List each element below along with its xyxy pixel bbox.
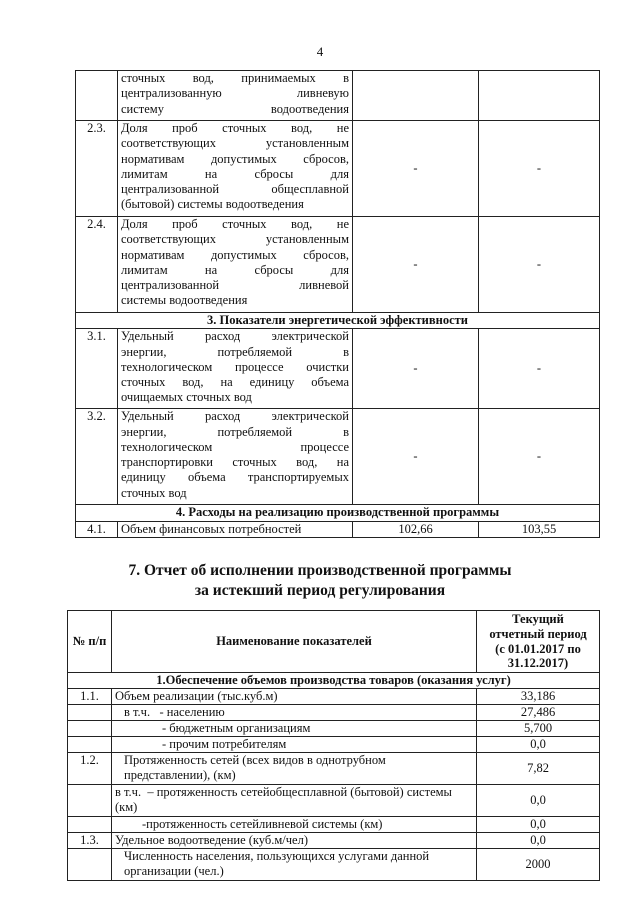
row-name-line: единицу объема транспортируемых — [121, 470, 349, 485]
section-1-title: 1.Обеспечение объемов производства товаров (оказания услуг) — [68, 673, 600, 689]
row-name-line: очищаемых сточных вод — [121, 390, 252, 405]
row-name-line: Доля проб сточных вод, не — [121, 121, 349, 135]
row-number — [68, 817, 112, 833]
row-name-line: транспортировки сточных вод, на — [121, 455, 349, 470]
row-name-line: энергии, потребляемой в — [121, 344, 349, 359]
table-row — [76, 121, 600, 217]
page-number: 4 — [316, 44, 324, 59]
table-row — [68, 689, 600, 705]
row-name-line: систему водоотведения — [121, 101, 349, 116]
row-number — [76, 71, 118, 121]
row-name-line: Доля проб сточных вод, не — [121, 217, 349, 231]
row-number: 3.1. — [76, 329, 118, 409]
row-number — [68, 721, 112, 737]
value-2017: 103,55 — [479, 521, 600, 537]
table-row — [68, 849, 600, 881]
row-name — [118, 71, 353, 121]
row-name-line: централизованной ливневой — [121, 278, 349, 293]
row-name-line: соответствующих установленным — [121, 232, 349, 247]
row-name-line: Удельный расход электрической — [121, 329, 349, 344]
report-title-line-2: за истекший период регулирования — [194, 582, 446, 599]
row-number: 3.2. — [76, 409, 118, 505]
row-value: 2000 — [477, 849, 600, 881]
row-name-line: централизованную ливневую — [121, 86, 349, 101]
row-number: 2.4. — [76, 217, 118, 313]
section-header-row — [76, 313, 600, 329]
table-row — [68, 737, 600, 753]
row-name-line: нормативам допустимых сбросов, — [121, 151, 349, 166]
table-row — [76, 329, 600, 409]
row-number: 1.3. — [68, 833, 112, 849]
value-2016: - — [353, 121, 479, 217]
row-value: 0,0 — [477, 785, 600, 817]
table-row — [76, 217, 600, 313]
row-name — [118, 217, 353, 313]
row-name: -протяженность сетейливневой системы (км) — [112, 817, 477, 833]
table-row — [76, 409, 600, 505]
header-period — [477, 611, 600, 673]
row-name: - прочим потребителям — [112, 737, 477, 753]
row-number — [68, 785, 112, 817]
row-number — [68, 705, 112, 721]
row-name-line: сточных вод, на единицу объема — [121, 375, 349, 390]
header-period-line: отчетный период — [489, 626, 587, 641]
header-row — [68, 611, 600, 673]
row-number: 1.1. — [68, 689, 112, 705]
indicators-table-continued — [75, 70, 600, 538]
section-3-title: 3. Показатели энергетической эффективности — [76, 313, 600, 329]
row-value: 5,700 — [477, 721, 600, 737]
table-row — [68, 785, 600, 817]
row-name-line: системы водоотведения — [121, 293, 248, 308]
row-name-line: технологическом процессе очистки — [121, 359, 349, 374]
table-row — [68, 753, 600, 785]
value-2016 — [353, 71, 479, 121]
row-name — [118, 121, 353, 217]
report-table — [67, 610, 600, 881]
row-number — [68, 737, 112, 753]
row-name — [118, 329, 353, 409]
row-value: 33,186 — [477, 689, 600, 705]
row-name: Объем финансовых потребностей — [118, 521, 353, 537]
value-2016: - — [353, 329, 479, 409]
row-name-line: Удельный расход электрической — [121, 409, 349, 424]
report-title-line-1: 7. Отчет об исполнении производственной программы — [128, 562, 512, 579]
value-2016: - — [353, 217, 479, 313]
row-name: в т.ч. - населению — [112, 705, 477, 721]
row-value: 7,82 — [477, 753, 600, 785]
row-value: 27,486 — [477, 705, 600, 721]
row-name-line: технологическом процессе — [121, 439, 349, 454]
header-period-line: 31.12.2017) — [507, 656, 569, 671]
row-name: в т.ч. – протяженность сетейобщесплавной (бытовой) системы (км) — [112, 785, 477, 817]
report-title — [0, 561, 640, 601]
row-name-line: (бытовой) системы водоотведения — [121, 197, 304, 212]
header-period-line: Текущий — [512, 611, 564, 626]
table-row — [68, 817, 600, 833]
row-name-line: лимитам на сбросы для — [121, 166, 349, 181]
table-row — [68, 833, 600, 849]
row-name: Удельное водоотведение (куб.м/чел) — [112, 833, 477, 849]
row-number: 1.2. — [68, 753, 112, 785]
row-name-line: энергии, потребляемой в — [121, 424, 349, 439]
value-2017 — [479, 71, 600, 121]
row-name-line: нормативам допустимых сбросов, — [121, 247, 349, 262]
table-row — [68, 705, 600, 721]
row-name-line: лимитам на сбросы для — [121, 262, 349, 277]
row-number — [68, 849, 112, 881]
row-name: - бюджетным организациям — [112, 721, 477, 737]
value-2016: - — [353, 409, 479, 505]
header-num: № п/п — [68, 611, 112, 673]
row-value: 0,0 — [477, 817, 600, 833]
row-number: 2.3. — [76, 121, 118, 217]
section-header-row — [76, 505, 600, 521]
value-2017: - — [479, 329, 600, 409]
header-period-line: (с 01.01.2017 по — [495, 641, 581, 656]
row-name-line: сточных вод — [121, 485, 187, 500]
row-name: Объем реализации (тыс.куб.м) — [112, 689, 477, 705]
row-number: 4.1. — [76, 521, 118, 537]
value-2016: 102,66 — [353, 521, 479, 537]
row-name: Протяженность сетей (всех видов в однотрубном представлении), (км) — [112, 753, 477, 785]
table-row — [76, 521, 600, 537]
value-2017: - — [479, 409, 600, 505]
row-name-line: соответствующих установленным — [121, 136, 349, 151]
row-name-line: централизованной общесплавной — [121, 182, 349, 197]
table-row — [68, 721, 600, 737]
row-value: 0,0 — [477, 833, 600, 849]
value-2017: - — [479, 217, 600, 313]
row-name-line: сточных вод, принимаемых в — [121, 71, 349, 85]
section-4-title: 4. Расходы на реализацию производственной программы — [76, 505, 600, 521]
row-name — [118, 409, 353, 505]
row-value: 0,0 — [477, 737, 600, 753]
row-name: Численность населения, пользующихся услугами данной организации (чел.) — [112, 849, 477, 881]
section-header-row — [68, 673, 600, 689]
value-2017: - — [479, 121, 600, 217]
header-name: Наименование показателей — [112, 611, 477, 673]
table-row — [76, 71, 600, 121]
